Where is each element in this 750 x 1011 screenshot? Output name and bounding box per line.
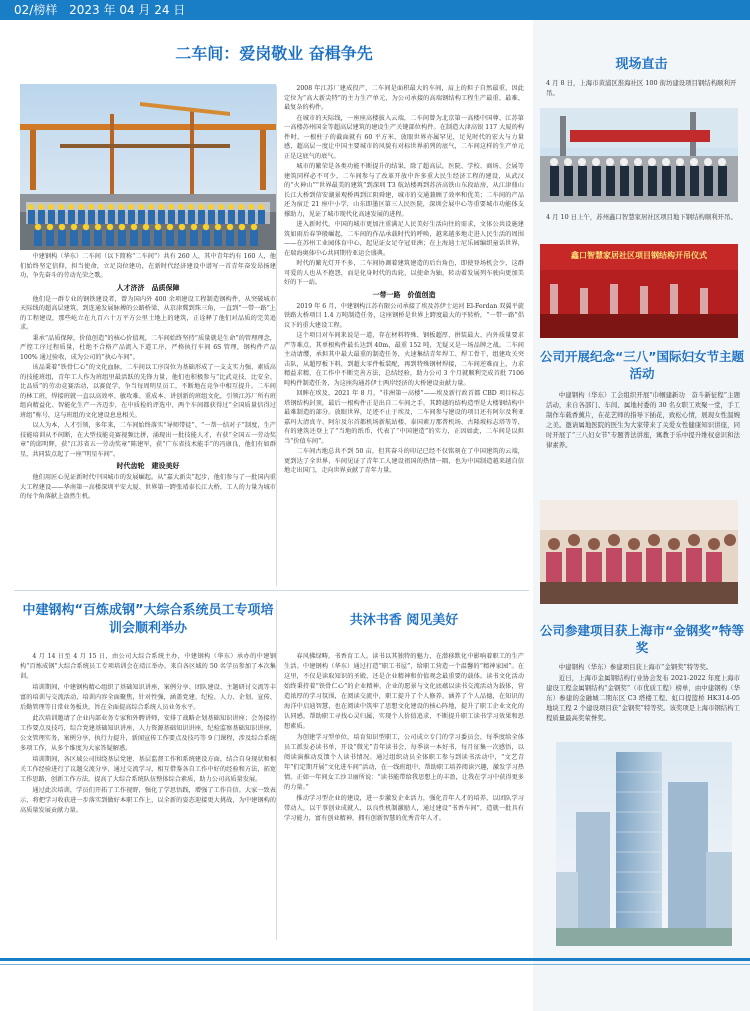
site-group-photo <box>540 108 738 202</box>
sidebar-caption-1: 4 月 8 日，上海市黄浦区淮海社区 100 街坊建设项目钢结构顺利开吊。 <box>546 79 737 97</box>
womens-day-photo <box>540 500 738 604</box>
paragraph: 4 月 14 日至 4 月 15 日，由公司大综合系统主办，中建钢构（华东）承办的中建钢构“百炼成钢”大综合系统员工专项培训会在靖江举办，来自各区域的 50 名学员参加了本次集训。 <box>20 653 276 680</box>
paragraph: 回眸在埃及，2021 年 8 月，“非洲第一高楼”——埃及新行政首都 CBD 项目标志塔钢结构封顶，最后一根构件正是出自二车间之手，其跨越的结构造型是大楼钢结构中最难制造的部分。放眼世界，足迹不止于埃及，二车间参与建设的项目还有阿尔及利亚嘉玛大清真寺、阿尔及尔首都机场新航站楼、泰国素万那普机场、古隆坡标志塔等等，有的建筑还登上了“当地的纸币，代表了“中国建造”的实力，正因如此，二车间是以担当“价值车间”。 <box>284 390 524 445</box>
sidebar-section-2-body <box>546 390 740 500</box>
ceremony-banner-text: 鑫口智慧家居社区项目钢结构开吊仪式 <box>571 251 707 260</box>
article-1-subhead-1: 人才济济 品质保障 <box>116 283 180 292</box>
paragraph: 秉承“品质保障，价值创造”的核心价值观，二车间始终坚持“质量就是生命”的管理理念，严控工序过程质量，杜绝不合格产品流入下道工序，严格执行车间 6S 管理，钢构件产品 100% 通过验收，成为公司的“执心车间”。 <box>20 334 276 361</box>
article-3-title: 共沐书香 阅见美好 <box>349 613 459 628</box>
paragraph: 城市的繁荣是各类功能不断提升的结果，除了超高层，医院、学校、商场、会展等建筑同样必不可少，二车间参与了改革开放中许多重大民生经济工程的建设，从武汉的“火神山”“世界最美的建筑”到深圳 T3 航站楼再到苏济高铁山东段站房，从江津鼎山长江大桥到信安湖景观桥再到江阴舜建，城市的交通兼顾了效率和优美；二车间的产品还为宿迁 21 座中小学，山东即墨区第三人民医院，深圳会展中心等重要城市功能体支撑助力，见证了城市现代化高速发展的进程。 <box>284 163 524 218</box>
column-divider <box>276 600 277 940</box>
paragraph: 中建钢构（华东）工会组织开展“巾帼建新功 奋斗新征程”主题活动，来自各部门、车间、属地村委的 30 名女职工欢聚一堂，手工制作车载香薰片，在花艺师的指导下插花，致松心情，展现女性温婉之美。邀请属地医院的医生为大家带来了关爱女性健康知识讲座，同时开展了“三八妇女节”专题普法讲座，寓教于乐中提升维权意识和法律素养。 <box>546 391 740 449</box>
skyscraper-render-photo <box>556 742 732 946</box>
paragraph: 此次培训邀请了企业内部业务专家和外聘讲师，安排了战略企划基础知识讲座；会务接待工作要点及技巧，综合党建基础知识讲座，人力资源基础知识讲座，纪检监察基础知识讲座，公文管理实务，案例分享，执行力提升，新闻宣传工作要点及技巧等 9 门课程，涉及综合系统多项工作，从多个维度为大家答疑解惑。 <box>20 715 276 752</box>
paragraph: 时代的繁光灯开不多，二车间协调着建筑建造的后台角色，即使登场机会少，这群可爱的人也从不抱怨，而是化身时代的齿轮，以使命为轴，转动着发展列车驶向更加美好的下一站。 <box>284 260 524 286</box>
paragraph: 2008 年江苏厂建成投产，二车间是面积最大的车间，肩上的担子自然最重，因此定位为“高大新尖特”的主力生产单元，为公司承接的高端钢结构工程生产最重、最难、最复杂的构件。 <box>284 85 524 111</box>
paragraph: 进入新时代，中国的城市更加注重满足人民美好生活向往的需求，文体公共设施建筑如雨后春笋般崛起，二车间的作品承载时代的呼唤，越来越多地走进人民生活的周围——在苏州工业园体育中心，起见证女足夺冠亚洲；在上海迪士尼乐园编织童话世界，在瑞海奥体中心共同期待亚运会盛典。 <box>284 221 524 257</box>
sidebar-section-2-title: 公司开展纪念“三八”国际妇女节主题活动 <box>540 349 744 381</box>
article-3-body <box>284 652 524 942</box>
section-divider <box>14 590 529 591</box>
sidebar-section-3-body <box>546 662 740 732</box>
page-label: 02/榜样 <box>14 3 58 17</box>
sidebar-section-3-title: 公司参建项目获上海市“金钢奖”特等奖 <box>540 623 744 655</box>
sidebar-section-1-title: 现场直击 <box>615 57 668 72</box>
paragraph: 春风拂绿畴，书香育工人。读书以其独特的魅力，在潜移默化中影响着职工的生产生活。中建钢构（华东）通过打造“职工书屋”，给职工营造一个温馨的“精神家园”。在这里，不仅是读取知识的圣殿，还是企业精神和价值观念最重要的载体。读书文化活动始终秉持着“铁骨仁心”的企业精神，企业的愿景与文化底蕴以读书交流活动为载体，营造浓厚的学习氛围，在阅读交流中，职工提升了个人修养，涵养了个人品德，在知识的海洋中启迪智慧，也在阅读中筑牢了思想文化建设的核心阵地，提升了职工企业文化的认同感，帮助职工寻找心灵归属，实现个人价值追求，不断提升职工读书学习效果和思想素质。 <box>284 653 524 730</box>
paragraph: 通过此次培训，学员们开拓了工作视野，强化了学思悟践，增强了工作自信。大家一致表示，将把学习收获进一步落实到做好本职工作上，以全新的姿态迎接更大挑战，为中建钢构的高质量发展贡献力量。 <box>20 787 276 814</box>
paragraph: 他们用匠心见证新时代中国城市的发展崛起。从“嘉大新尖”起步，他们参与了一批国内重大工程建设——华南第一高楼深圳平安大厦、世界第一跨张靖泰长江大桥，工人的力量为城市的每个角落献上盎然生机。 <box>20 474 276 500</box>
paragraph: 2019 年 6 月，中建钢构江苏有限公司承接了埃及苏伊士运河 El-Ferdan 双翼平旋铁路大桥项目 1.4 万吨制造任务，这座钢桥是世界上跨度最大的平转桥，“一带一路”倡议下的重大建设工程。 <box>284 302 524 329</box>
page-header <box>0 0 750 20</box>
article-2-title: 中建钢构“百炼成钢”大综合系统员工专项培训会顺利举办 <box>22 603 274 636</box>
article-1-column-2 <box>284 84 524 584</box>
paragraph: 该品秉着“铁骨仁心”的文化血脉，二车间以工序岗位为基础形成了一支支实力强、素质高的技能班组，青年工人作为班组里最活跃的先锋力量，他们也积极参与“比武竞技、比安全、比品质”的劳动竞赛活动，以赛促学，争当每周明星员工，不断地在竞争中相互提升。二车间的林工班，焊接班就一直以高效率、敏攻难、重成本、讲创新的班组文化，引领江苏厂所有班组向精益化、智能化生产一齐迈步，在中质检的评选中，两个车间都获得过“全国质量信得过班组”称号，这与班组的文化建设息息相关。 <box>20 364 276 419</box>
ceremony-photo <box>540 244 738 338</box>
paragraph: 中建钢构（华东）参建项目获上海市“金钢奖”特等奖。 <box>558 663 713 671</box>
paragraph: 近日，上海市金属钢结构行业协会发布 2021-2022 年度上海市建设工程金属钢结构“金钢奖”（市优质工程）榜单，由中建钢构（华东）参建的金融城二期东区 C3 塔楼工程、虹口提篮桥 HK314-05 地块工程 2 个建设项目获“金钢奖”特等奖。该奖项是上海市钢结构工程质量最高奖荣誉奖。 <box>546 674 740 722</box>
article-1-intro: 中建钢构（华东）二车间（以下简称“二车间”）共有 260 人，其中青年约有 160 人，他们始终坚定信仰，担当使命，立足岗位建功，在新时代经济建设中谱写一首青年奋发昂扬建功、争先奋斗的劳动光荣之歌。 <box>20 253 276 279</box>
sidebar-caption-2: 4 月 10 日上午，苏州鑫口智慧家居社区项目地下钢结构顺利开吊。 <box>546 213 737 221</box>
paragraph: 推动学习型企业的建设，进一步激发企业活力，强化青年人才的培养，以团队学习带动人，以干事创业成就人，以良性机制激励人，通过建设“书香车间”，造就一批具有学习能力，富有创业精神，拥有创新智慧的优秀青年人才。 <box>284 795 524 822</box>
article-2-body <box>20 652 276 942</box>
column-divider <box>276 86 277 586</box>
paragraph: 二车间古地总共不到 50 亩，但其奋斗的印记已经不仅铭刻在了中国建筑的云端，更到达了全世界，车间见证了青年工人建设祖国的热情一隅，也为中国制造越来越自信地走出国门，走向世界贡献了青年力量。 <box>284 448 524 474</box>
footer-band <box>0 958 750 961</box>
issue-date: 2023 年 04 月 24 日 <box>69 3 186 17</box>
paragraph: 为创建学习型单位，培育知识型职工，公司成立专门的学习委员会，每季度给全体员工派发必读书单，开设“微光”青年读书会，每季读一本好书，每月征集一次感悟，以阅读演推动反馈个人读书情况。通过组织动员全体职工参与到读书活动中，“文艺青年”们定期开展“文化进车间”活动，在一线班组中，帮助职工培养阅读兴趣，激发学习热情。正如一年间女工沙卫丽所说：“读书能带给我思想上的丰盈，让我在学习中获得更多的力量。” <box>284 734 524 791</box>
workshop-group-photo <box>20 84 276 250</box>
footer-band-thin <box>0 964 750 965</box>
article-1-subhead-2: 时代齿轮 建设美好 <box>116 462 180 470</box>
article-1-title: 二车间：爱岗敬业 奋楫争先 <box>175 44 373 63</box>
paragraph: 这个项目对车间来说是一道，存在材料特殊、钢板超厚、拼装最大、内外质量要求严等难点，其单根构件最长达到 40m，最重 152 吨，无疑又是一场品牌之战。二车间主动请缨，承担其中最大最重的制造任务，火速集结青年焊工、焊工骨干，组建攻关突击队，从超厚板下料，到超大零件板装配，再到特殊钢材焊接，二车间逆难而上，力求精益求精，在工作中不断完善方法，总结经验，助力公司 3 个月就顺利完成首批 7106 吨构件制造任务，为这座沟通苏伊士两岸经济的大桥建设贡献力量。 <box>284 332 524 387</box>
paragraph: 以人为本，人才引领，多年来，二车间始终落实“导师带徒”、“一帮一结对子”制度，生产技能培训从不间断，在大型技能竞赛视频比拼，涌现出一批技能人才，有获“全国五一劳动奖章”的邱明辉，获“江苏省五一劳动奖章”陈建军，获“广东省技术能手”的冯康良，他们有如群星，共同装点起了一座“明星车间”。 <box>20 422 276 458</box>
article-1-subhead-3: 一带一路 价值创造 <box>372 290 436 299</box>
paragraph: 他们是一群专业的钢铁建设者，曾为国内外 400 余项建设工程制造钢构件，从突破城市天际线的超高层建筑，到连通发展脉搏的公路桥梁，从京津冀到珠三角，一直到“一带一路”上的工程建设，那些屹立在九百六十万平方公里土地上的建筑，正诠释了他们对品质的完美追求。 <box>20 295 276 331</box>
paragraph: 培训期间，各区域公司围绕基层党建、基层监督工作和系统建设方面，结合自身现状和相关工作经验进行了议题交流分享，通过交流学习，相互借鉴各自工作中好的经验和方法，拓宽工作思路，创新工作方法，提高了大综合系统队伍整体综合素质，助力公司高质量发展。 <box>20 756 276 783</box>
paragraph: 在城市的天际线，一座座高楼拔入云端，二车间曾为北京第一高楼中国尊、江苏第一高楼苏州国金等超高层建筑的建设生产关键部位构件。在制造大津高银 117 大厦的构件时，一根柱子的截面就有 60 平方米，放眼世界亦属罕见，足见时代的宏大与力量感，超高层一度让中国主要城市的风貌有对标世界前列的底气，二车间这样的生产单元正是这底气的底气。 <box>284 114 524 160</box>
article-1-column-1 <box>20 252 276 578</box>
paragraph: 培训期间，中建钢构精心组织了基础知识讲座，案例分享、团队建设、主题研讨交流等丰富的培训与交流活动，培训内容全面聚焦，针对性强，涵盖党建、纪检、人力、企划、宣传、后勤管理等日常业务板块，旨在全面提高综合系统人员业务水平。 <box>20 684 276 711</box>
